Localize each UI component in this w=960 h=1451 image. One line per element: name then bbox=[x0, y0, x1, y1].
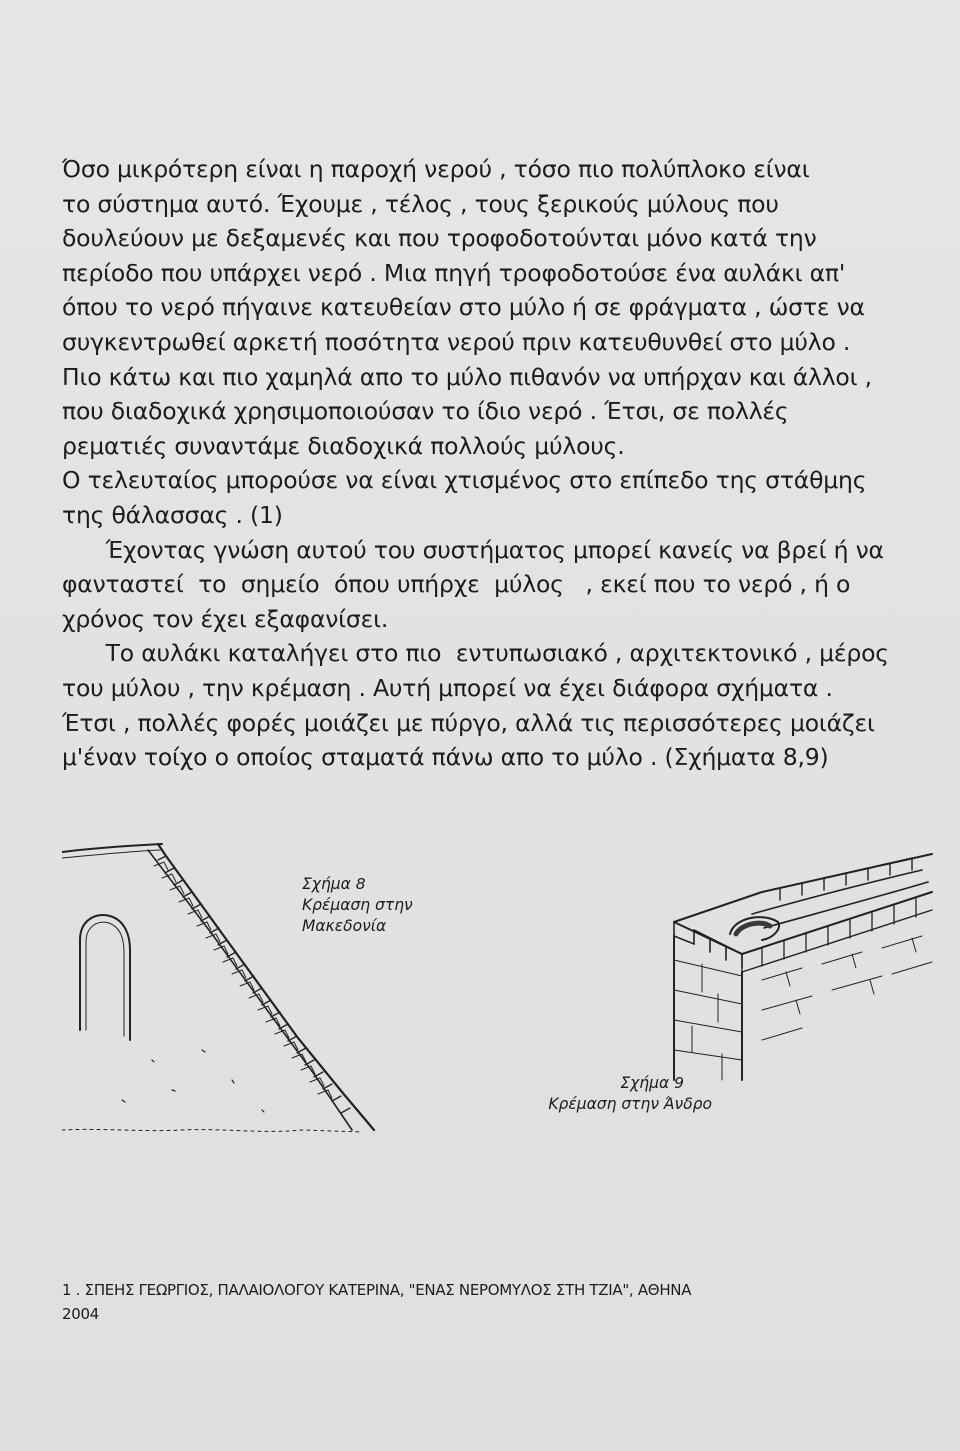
text-line: φανταστεί το σημείο όπου υπήρχε μύλος , εκεί που το νερό , ή ο bbox=[62, 570, 851, 599]
text-line: Έτσι , πολλές φορές μοιάζει με πύργο, αλλά τις περισσότερες μοιάζει bbox=[62, 708, 875, 737]
text-line: συγκεντρωθεί αρκετή ποσότητα νερού πριν κατευθυνθεί στο μύλο . bbox=[62, 327, 851, 356]
figure8-caption bbox=[302, 874, 413, 937]
text-line: χρόνος τον έχει εξαφανίσει. bbox=[62, 604, 389, 633]
footnote-line1: 1 . ΣΠΕΗΣ ΓΕΩΡΓΙΟΣ, ΠΑΛΑΙΟΛΟΓΟΥ ΚΑΤΕΡΙΝΑ, "ΕΝΑΣ ΝΕΡΟΜΥΛΟΣ ΣΤΗ ΤΖΙΑ", ΑΘΗΝΑ bbox=[62, 1281, 692, 1299]
text-line: δουλεύουν με δεξαμενές και που τροφοδοτούνται μόνο κατά την bbox=[62, 224, 817, 253]
text-line: που διαδοχικά χρησιμοποιούσαν το ίδιο νερό . Έτσι, σε πολλές bbox=[62, 397, 789, 426]
text-line: Όσο μικρότερη είναι η παροχή νερού , τόσο πιο πολύπλοκο είναι bbox=[62, 155, 810, 183]
figure8-caption-line2: Κρέμαση στην bbox=[302, 896, 413, 914]
figure8-caption-line3: Μακεδονία bbox=[302, 917, 387, 935]
text-line: Έχοντας γνώση αυτού του συστήματος μπορεί κανείς να βρεί ή να bbox=[62, 535, 884, 564]
body-paragraph bbox=[62, 152, 889, 775]
footnote bbox=[62, 1278, 862, 1326]
stone-sketch-illustration bbox=[62, 830, 942, 1250]
text-line: Ο τελευταίος μπορούσε να είναι χτισμένος στο επίπεδο της στάθμης bbox=[62, 466, 867, 495]
figure9-caption-line2: Κρέμαση στην Άνδρο bbox=[548, 1095, 712, 1113]
text-line: μ'έναν τοίχο ο οποίος σταματά πάνω απο το μύλο . (Σχήματα 8,9) bbox=[62, 743, 829, 772]
text-line: Πιο κάτω και πιο χαμηλά απο το μύλο πιθανόν να υπήρχαν και άλλοι , bbox=[62, 362, 872, 391]
figure8-caption-title: Σχήμα 8 bbox=[302, 875, 366, 893]
text-line: το σύστημα αυτό. Έχουμε , τέλος , τους ξερικούς μύλους που bbox=[62, 189, 779, 218]
figure9-drawing bbox=[674, 854, 932, 1080]
text-line: περίοδο που υπάρχει νερό . Μια πηγή τροφοδοτούσε ένα αυλάκι απ' bbox=[62, 258, 846, 287]
text-line: του μύλου , την κρέμαση . Αυτή μπορεί να έχει διάφορα σχήματα . bbox=[62, 673, 833, 702]
text-line: Το αυλάκι καταλήγει στο πιο εντυπωσιακό , αρχιτεκτονικό , μέρος bbox=[62, 639, 889, 668]
text-line: ρεματιές συναντάμε διαδοχικά πολλούς μύλους. bbox=[62, 431, 625, 460]
text-line: της θάλασσας . (1) bbox=[62, 500, 283, 529]
footnote-line2: 2004 bbox=[62, 1305, 99, 1323]
text-line: όπου το νερό πήγαινε κατευθείαν στο μύλο ή σε φράγματα , ώστε να bbox=[62, 293, 865, 322]
figure9-caption-title: Σχήμα 9 bbox=[620, 1074, 684, 1092]
figure9-caption bbox=[432, 1073, 712, 1115]
figures-area bbox=[62, 830, 942, 1250]
